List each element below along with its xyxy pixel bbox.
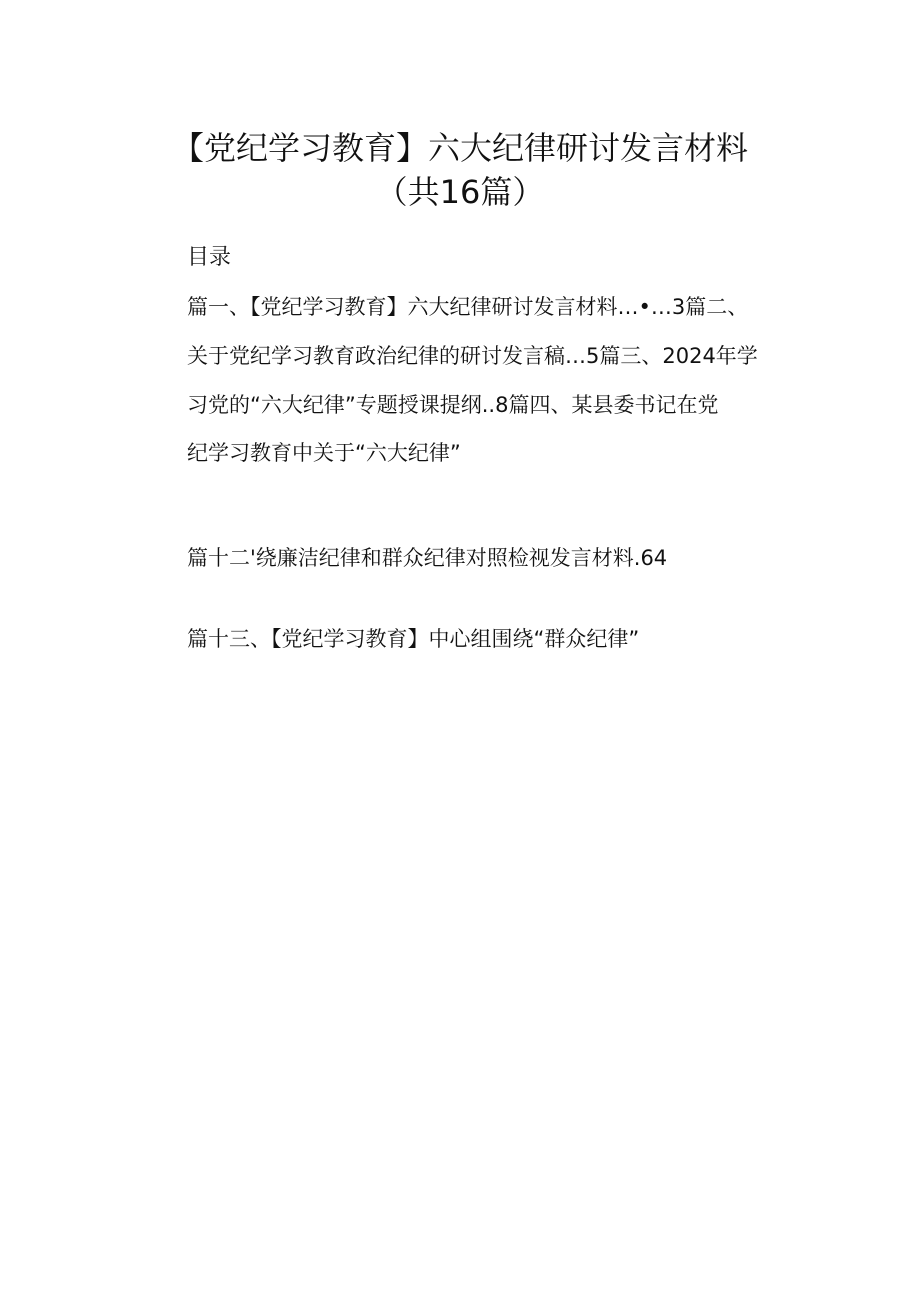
- document-subtitle-count: （共16篇）: [375, 173, 545, 211]
- document-title: 【党纪学习教育】六大纪律研讨发言材料: [171, 129, 748, 167]
- toc-line: 习党的“六大纪律”专题授课提纲..8篇四、某县委书记在党: [187, 393, 719, 417]
- toc-line: 篇十二'绕廉洁纪律和群众纪律对照检视发言材料.64: [187, 546, 668, 570]
- toc-line: 纪学习教育中关于“六大纪律”: [187, 441, 461, 465]
- toc-line: 篇十三、【党纪学习教育】中心组围绕“群众纪律”: [187, 627, 640, 651]
- toc-heading: 目录: [187, 245, 232, 270]
- toc-line: 篇一、【党纪学习教育】六大纪律研讨发言材料…•…3篇二、: [187, 295, 749, 319]
- toc-line: 关于党纪学习教育政治纪律的研讨发言稿…5篇三、2024年学: [187, 344, 758, 368]
